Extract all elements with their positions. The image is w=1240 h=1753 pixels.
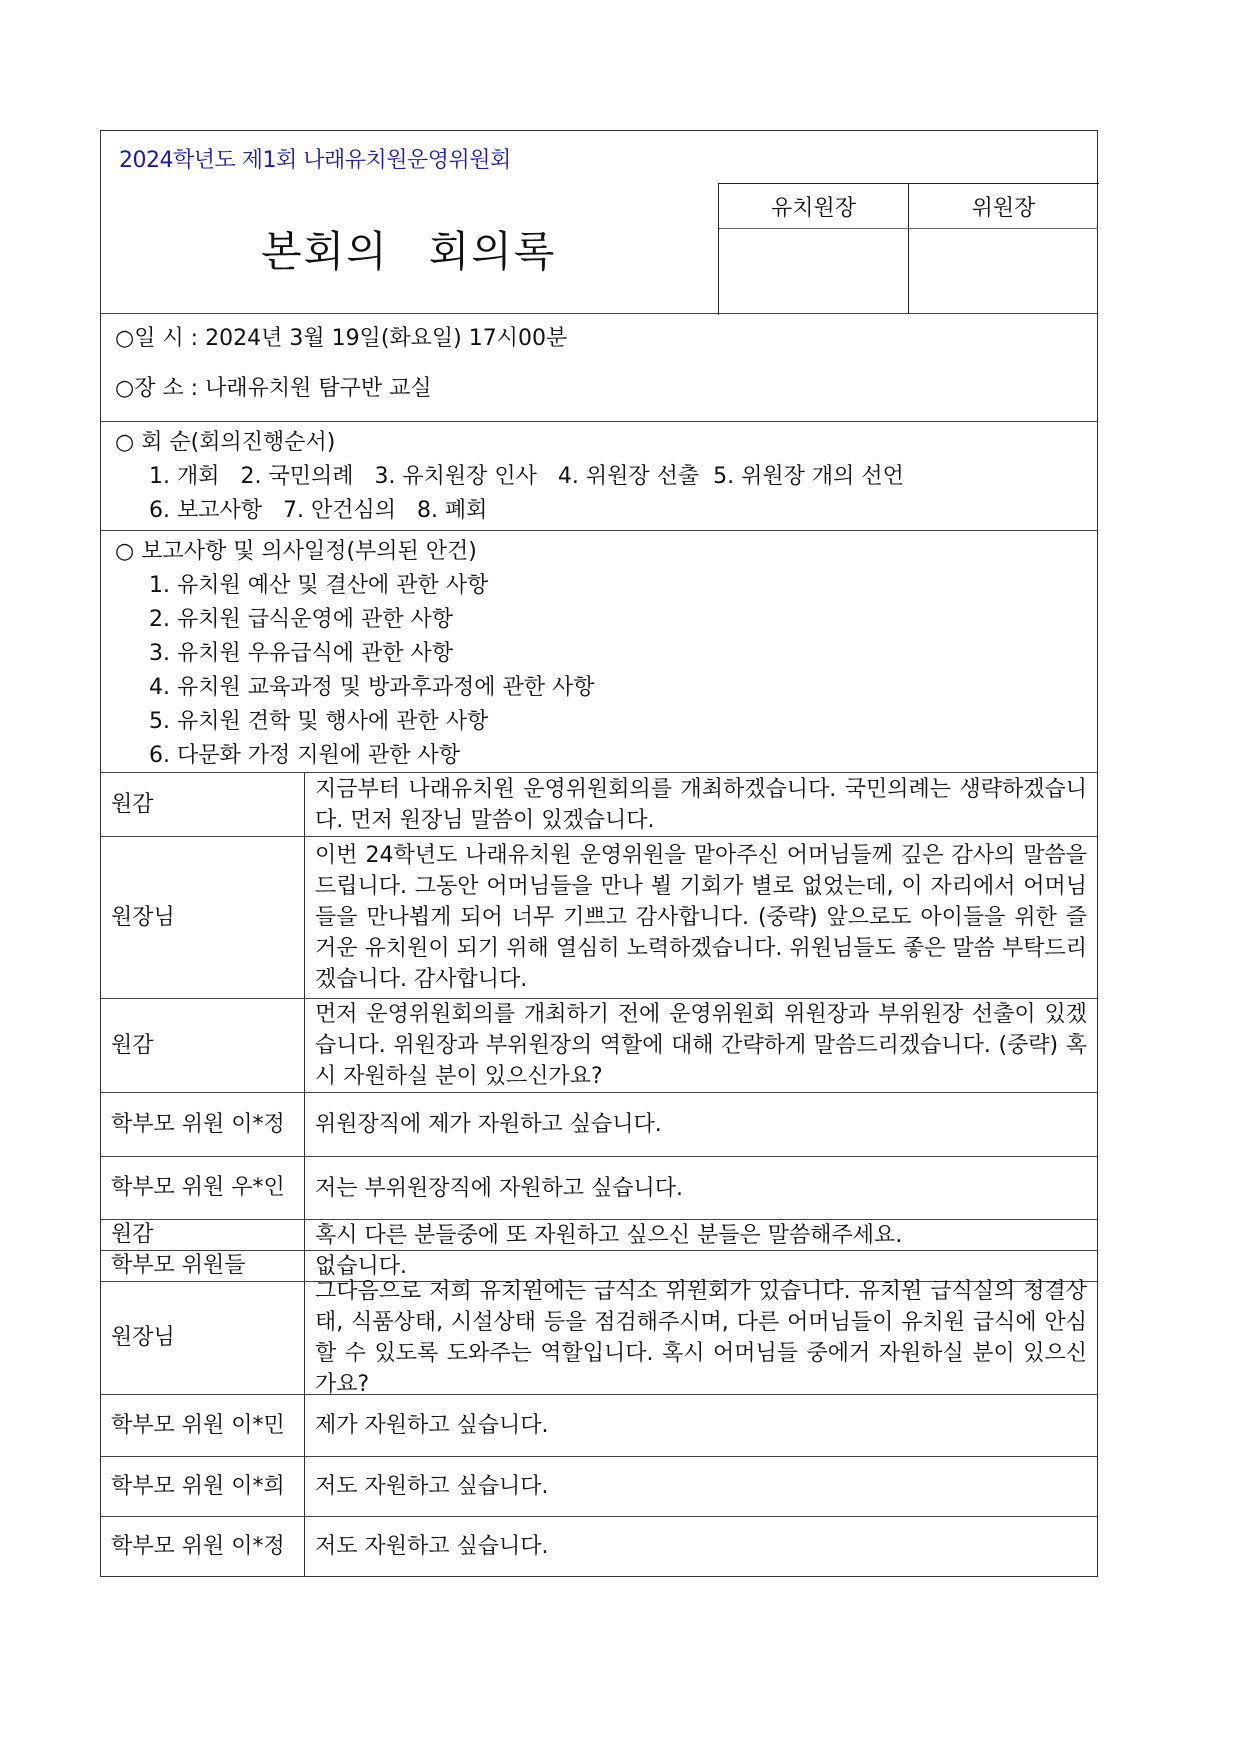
agenda-item: 4. 유치원 교육과정 및 방과후과정에 관한 사항	[149, 675, 595, 700]
minutes-row	[101, 1457, 1097, 1517]
title-part-1: 본회의	[261, 227, 389, 276]
meeting-datetime: ○일 시 : 2024년 3월 19일(화요일) 17시00분	[115, 326, 568, 351]
agenda-item: 6. 다문화 가정 지원에 관한 사항	[149, 743, 460, 768]
minutes-document	[100, 130, 1098, 1577]
minutes-row	[101, 773, 1097, 837]
speaker: 원감	[101, 999, 305, 1092]
meeting-order	[101, 422, 1097, 531]
statement: 이번 24학년도 나래유치원 운영위원을 맡아주신 어머님들께 깊은 감사의 말씀을드립니다. 그동안 어머님들을 만나 뵐 기회가 별로 없었는데, 이 자리에서 어머님들을 만나뵙게 되어 너무 기쁘고 감사합니다. (중략) 앞으로도 아이들을 위한 즐거운 유치원이 되기 위해 열심히 노력하겠습니다. 위원님들도 좋은 말씀 부탁드리겠습니다. 감사합니다.	[315, 843, 1088, 992]
page-title	[261, 219, 596, 279]
meeting-info	[101, 314, 1097, 422]
speaker: 학부모 위원 이*민	[101, 1395, 305, 1456]
order-line-1: 1. 개회 2. 국민의례 3. 유치원장 인사 4. 위원장 선출 5. 위원장 개의 선언	[149, 464, 904, 489]
meeting-place: ○장 소 : 나래유치원 탐구반 교실	[115, 376, 432, 401]
order-heading: ○ 회 순(회의진행순서)	[115, 430, 336, 455]
statement: 지금부터 나래유치원 운영위원회의를 개최하겠습니다. 국민의례는 생략하겠습니다. 먼저 원장님 말씀이 있겠습니다.	[315, 776, 1087, 833]
agenda-heading: ○ 보고사항 및 의사일정(부의된 안건)	[115, 539, 477, 564]
statement: 저는 부위원장직에 자원하고 싶습니다.	[315, 1175, 684, 1201]
org-title: 2024학년도 제1회 나래유치원운영위원회	[119, 148, 511, 173]
agenda-item: 3. 유치원 우유급식에 관한 사항	[149, 641, 453, 666]
approval-sign-principal	[719, 229, 909, 314]
approval-header-principal: 유치원장	[719, 184, 909, 229]
minutes-row	[101, 1395, 1097, 1457]
statement: 없습니다.	[315, 1253, 408, 1279]
speaker: 학부모 위원 이*정	[101, 1517, 305, 1576]
approval-sign-chair	[909, 229, 1098, 314]
agenda-item: 5. 유치원 견학 및 행사에 관한 사항	[149, 709, 489, 734]
statement: 제가 자원하고 싶습니다.	[315, 1413, 549, 1438]
title-part-2: 회의록	[428, 227, 557, 276]
minutes-row	[101, 1279, 1097, 1397]
speaker: 원장님	[101, 837, 305, 998]
speaker: 학부모 위원들	[101, 1251, 305, 1281]
agenda-item: 1. 유치원 예산 및 결산에 관한 사항	[149, 573, 489, 598]
statement: 위원장직에 제가 자원하고 싶습니다.	[315, 1112, 662, 1137]
minutes-row	[101, 837, 1097, 999]
minutes-row	[101, 1220, 1097, 1251]
statement: 먼저 운영위원회의를 개최하기 전에 운영위원회 위원장과 부위원장 선출이 있겠습니다. 위원장과 부위원장의 역할에 대해 간략하게 말씀드리겠습니다. (중략) 혹시 자원하실 분이 있으신가요?	[315, 1002, 1087, 1089]
speaker: 학부모 위원 이*희	[101, 1457, 305, 1516]
speaker: 원장님	[101, 1282, 305, 1394]
statement: 혹시 다른 분들중에 또 자원하고 싶으신 분들은 말씀해주세요.	[315, 1222, 903, 1248]
minutes-row	[101, 1093, 1097, 1157]
agenda-item: 2. 유치원 급식운영에 관한 사항	[149, 607, 453, 632]
speaker: 원감	[101, 773, 305, 836]
speaker: 원감	[101, 1220, 305, 1250]
minutes-table	[101, 773, 1097, 1576]
statement: 저도 자원하고 싶습니다.	[315, 1534, 549, 1559]
approval-header-chair: 위원장	[909, 184, 1098, 229]
speaker: 학부모 위원 이*정	[101, 1093, 305, 1156]
minutes-row	[101, 999, 1097, 1093]
speaker: 학부모 위원 우*인	[101, 1157, 305, 1219]
statement: 그다음으로 저희 유치원에는 급식소 위원회가 있습니다. 유치원 급식실의 청결상태, 식품상태, 시설상태 등을 점검해주시며, 다른 어머님들이 유치원 급식에 안심할 수 있도록 도와주는 역할입니다. 혹시 어머님들 중에거 자원하실 분이 있으신가요?	[315, 1279, 1087, 1397]
order-line-2: 6. 보고사항 7. 안건심의 8. 폐회	[149, 498, 488, 523]
minutes-row	[101, 1517, 1097, 1576]
document-header	[101, 131, 1097, 314]
minutes-row	[101, 1157, 1097, 1220]
agenda-section	[101, 531, 1097, 773]
statement: 저도 자원하고 싶습니다.	[315, 1474, 549, 1499]
approval-box	[718, 183, 1099, 315]
